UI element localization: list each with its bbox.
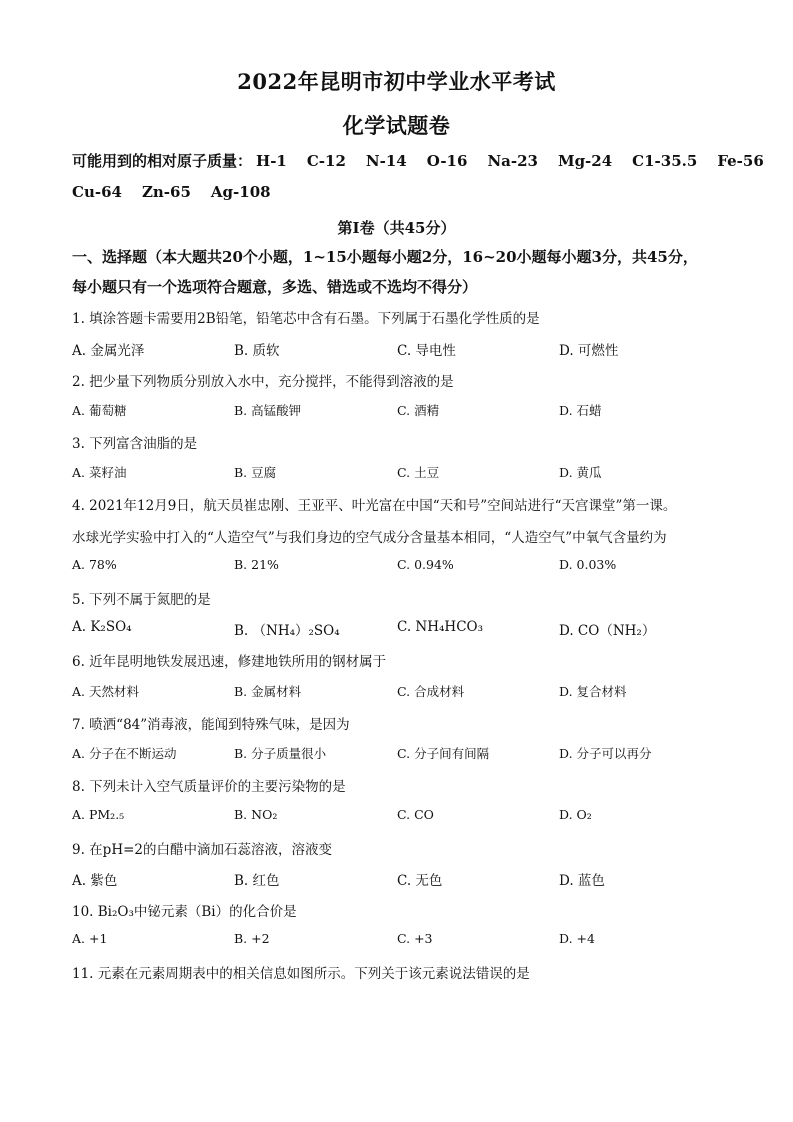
option-d: D. O₂ xyxy=(559,807,592,822)
question-1-options xyxy=(72,339,722,359)
option-a: A. PM₂.₅ xyxy=(72,807,125,822)
option-d: D. 复合材料 xyxy=(559,684,627,699)
option-b: B. 质软 xyxy=(234,343,280,359)
atomic-mass-item: Na-23 xyxy=(487,152,538,170)
option-b: B. 红色 xyxy=(234,873,280,889)
option-a: A. +1 xyxy=(72,931,108,946)
option-c: C. +3 xyxy=(397,931,433,946)
option-a: A. 紫色 xyxy=(72,873,118,889)
atomic-mass-item: Ag-108 xyxy=(210,183,271,201)
question-5-stem: 5. 下列不属于氮肥的是 xyxy=(72,592,211,608)
atomic-mass-line-2 xyxy=(72,183,291,201)
option-a: A. 78% xyxy=(72,557,117,572)
question-2-stem: 2. 把少量下列物质分别放入水中，充分搅拌，不能得到溶液的是 xyxy=(72,374,454,390)
section-instructions-2: 每小题只有一个选项符合题意，多选、错选或不选均不得分） xyxy=(72,278,478,296)
option-d: D. 石蜡 xyxy=(559,403,602,418)
option-a: A. 菜籽油 xyxy=(72,465,127,480)
question-4-stem-continued: 水球光学实验中打入的“人造空气”与我们身边的空气成分含量基本相同，“人造空气”中氧气含量约为 xyxy=(72,530,667,546)
question-3-options xyxy=(72,463,722,483)
atomic-mass-item: N-14 xyxy=(365,152,407,170)
question-1-stem: 1. 填涂答题卡需要用2B铅笔，铅笔芯中含有石墨。下列属于石墨化学性质的是 xyxy=(72,311,540,327)
option-c: C. 分子间有间隔 xyxy=(397,746,490,761)
question-6-options xyxy=(72,682,722,702)
option-d: D. 黄瓜 xyxy=(559,465,602,480)
option-a: A. K₂SO₄ xyxy=(72,619,132,635)
question-5-options xyxy=(72,619,722,639)
option-b: B. NO₂ xyxy=(234,807,278,822)
option-c: C. 0.94% xyxy=(397,557,454,572)
atomic-mass-item: H-1 xyxy=(256,152,287,170)
question-2-options xyxy=(72,401,722,421)
option-d: D. 分子可以再分 xyxy=(559,746,652,761)
option-a: A. 分子在不断运动 xyxy=(72,746,177,761)
option-c: C. CO xyxy=(397,807,434,822)
option-b: B. +2 xyxy=(234,931,270,946)
option-d: D. 可燃性 xyxy=(559,343,619,359)
option-c: C. NH₄HCO₃ xyxy=(397,619,484,635)
atomic-mass-item: O-16 xyxy=(426,152,468,170)
question-9-stem: 9. 在pH=2的白醋中滴加石蕊溶液，溶液变 xyxy=(72,842,332,858)
question-7-options xyxy=(72,744,722,764)
atomic-mass-item: Mg-24 xyxy=(557,152,613,170)
option-d: D. +4 xyxy=(559,931,595,946)
option-d: D. 0.03% xyxy=(559,557,617,572)
question-8-stem: 8. 下列未计入空气质量评价的主要污染物的是 xyxy=(72,779,346,795)
page-subtitle: 化学试题卷 xyxy=(342,113,451,138)
question-10-options xyxy=(72,931,722,951)
option-b: B. （NH₄）₂SO₄ xyxy=(234,623,340,639)
option-b: B. 21% xyxy=(234,557,279,572)
question-7-stem: 7. 喷洒“84”消毒液，能闻到特殊气味，是因为 xyxy=(72,717,350,733)
option-a: A. 金属光泽 xyxy=(72,343,145,359)
option-a: A. 葡萄糖 xyxy=(72,403,127,418)
section-heading: 第Ⅰ卷（共45分） xyxy=(337,219,456,237)
atomic-mass-item: Fe-56 xyxy=(717,152,764,170)
atomic-mass-label: 可能用到的相对原子质量： xyxy=(72,152,253,170)
atomic-mass-item: Cu-64 xyxy=(72,183,122,201)
question-11-stem: 11. 元素在元素周期表中的相关信息如图所示。下列关于该元素说法错误的是 xyxy=(72,966,530,982)
question-4-stem: 4. 2021年12月9日，航天员崔忠刚、王亚平、叶光富在中国“天和号”空间站进行“天宫课堂”第一课。 xyxy=(72,498,677,514)
option-b: B. 分子质量很小 xyxy=(234,746,327,761)
question-8-options xyxy=(72,807,722,827)
atomic-mass-item: C1-35.5 xyxy=(632,152,698,170)
question-4-options xyxy=(72,557,722,577)
page-title: 2022年昆明市初中学业水平考试 xyxy=(237,69,556,94)
option-a: A. 天然材料 xyxy=(72,684,139,699)
atomic-mass-item: C-12 xyxy=(306,152,346,170)
option-c: C. 酒精 xyxy=(397,403,440,418)
atomic-mass-item: Zn-65 xyxy=(141,183,191,201)
option-b: B. 高锰酸钾 xyxy=(234,403,302,418)
option-b: B. 金属材料 xyxy=(234,684,302,699)
option-c: C. 合成材料 xyxy=(397,684,465,699)
atomic-mass-line-1 xyxy=(72,150,784,171)
question-9-options xyxy=(72,869,722,889)
question-10-stem: 10. Bi₂O₃中铋元素（Bi）的化合价是 xyxy=(72,904,297,920)
question-6-stem: 6. 近年昆明地铁发展迅速，修建地铁所用的钢材属于 xyxy=(72,654,387,670)
option-c: C. 无色 xyxy=(397,873,443,889)
option-d: D. CO（NH₂） xyxy=(559,623,656,639)
question-3-stem: 3. 下列富含油脂的是 xyxy=(72,436,198,452)
option-c: C. 土豆 xyxy=(397,465,440,480)
option-c: C. 导电性 xyxy=(397,343,456,359)
option-d: D. 蓝色 xyxy=(559,873,605,889)
option-b: B. 豆腐 xyxy=(234,465,277,480)
section-instructions-1: 一、选择题（本大题共20个小题，1~15小题每小题2分，16~20小题每小题3分，共45分， xyxy=(72,248,698,266)
